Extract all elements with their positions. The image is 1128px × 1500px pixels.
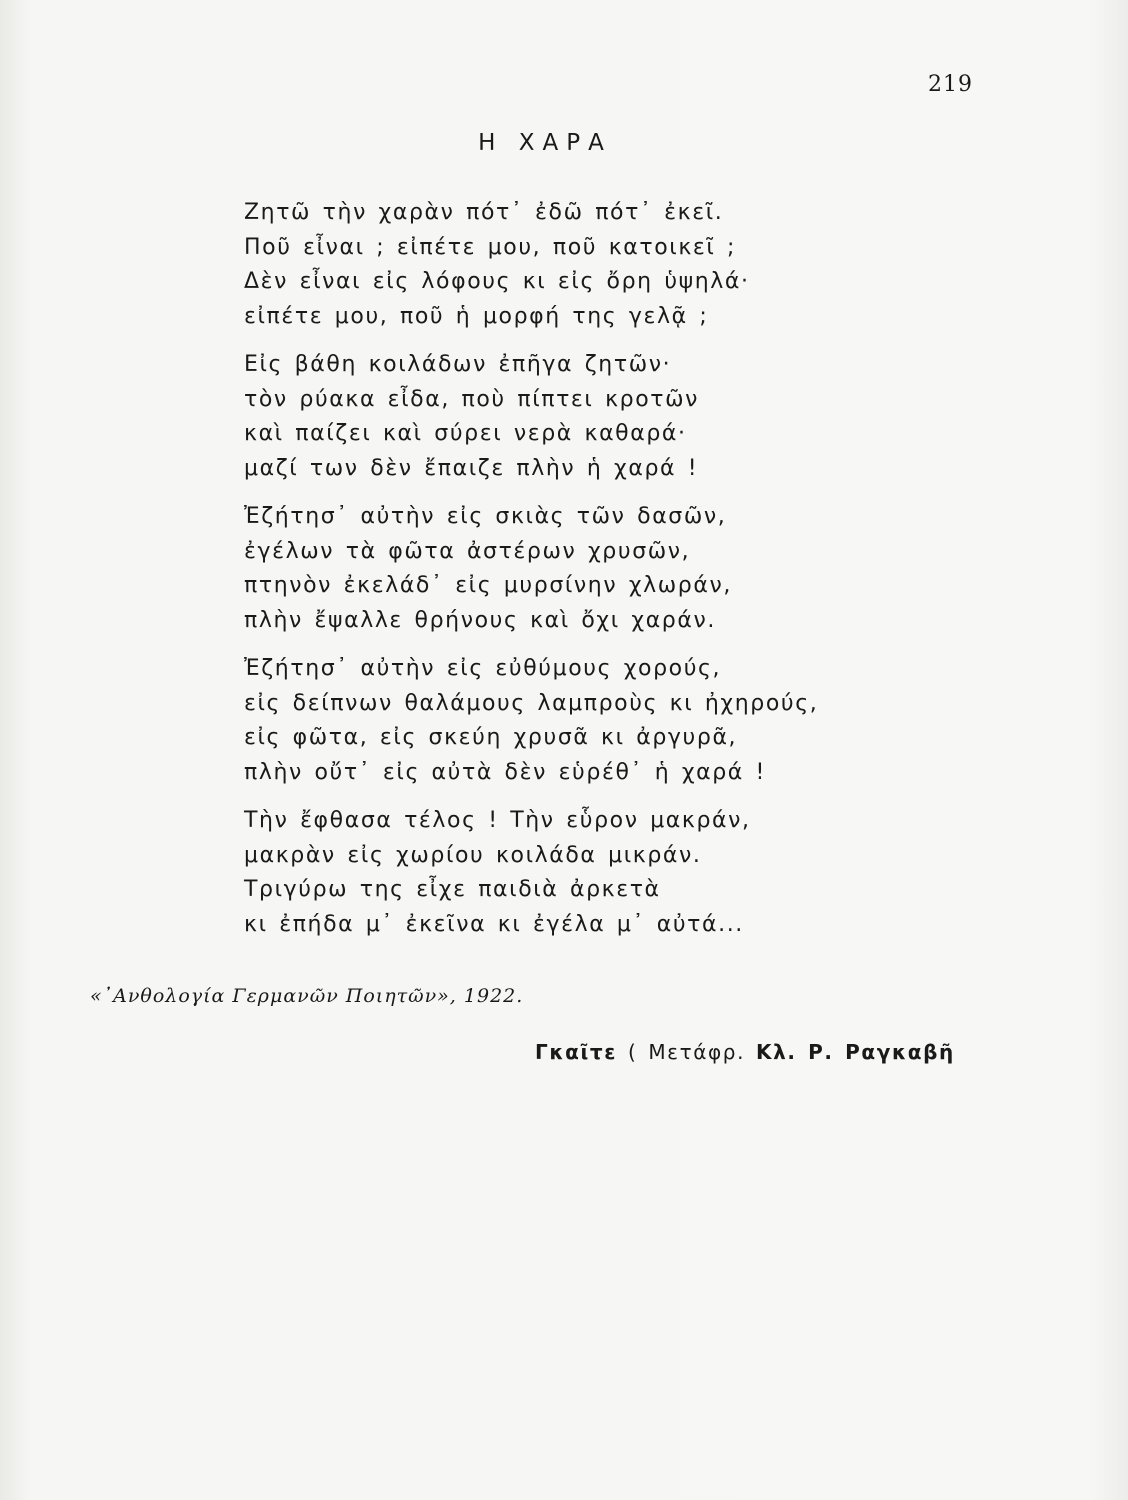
page-number: 219 bbox=[928, 72, 973, 97]
poem-line: πλὴν οὔτ᾽ εἰς αὐτὰ δὲν εὑρέθ᾽ ἡ χαρά ! bbox=[244, 759, 766, 785]
poem-line: Ἐζήτησ᾽ αὐτὴν εἰς σκιὰς τῶν δασῶν, bbox=[244, 504, 727, 529]
poem-line: πτηνὸν ἐκελάδ᾽ εἰς μυρσίνην χλωράν, bbox=[244, 573, 732, 598]
stanza bbox=[244, 348, 944, 486]
poem-line: Εἰς βάθη κοιλάδων ἐπῆγα ζητῶν· bbox=[244, 352, 672, 377]
poem-title: Η ΧΑΡΑ bbox=[478, 130, 612, 156]
stanza bbox=[244, 652, 944, 790]
poem-line: Ποῦ εἶναι ; εἰπέτε μου, ποῦ κατοικεῖ ; bbox=[244, 234, 737, 260]
poem-line: εἰπέτε μου, ποῦ ἡ μορφή της γελᾷ ; bbox=[244, 303, 709, 329]
poem-line: τὸν ρύακα εἶδα, ποὺ πίπτει κροτῶν bbox=[244, 386, 700, 412]
attribution bbox=[535, 1040, 955, 1064]
source-citation: «᾿Ανθολογία Γερμανῶν Ποιητῶν», 1922. bbox=[90, 985, 524, 1007]
poem-line: μαζί των δὲν ἔπαιζε πλὴν ἡ χαρά ! bbox=[244, 455, 699, 481]
poem-line: ἐγέλων τὰ φῶτα ἀστέρων χρυσῶν, bbox=[244, 538, 691, 564]
poem-line: Δὲν εἶναι εἰς λόφους κι εἰς ὄρη ὑψηλά· bbox=[244, 269, 750, 294]
poem-body bbox=[244, 196, 944, 956]
author-name: Γκαῖτε bbox=[535, 1040, 617, 1064]
poem-line: καὶ παίζει καὶ σύρει νερὰ καθαρά· bbox=[244, 421, 687, 446]
translator-prefix: ( Μετάφρ. bbox=[627, 1040, 746, 1064]
poem-line: Τὴν ἔφθασα τέλος ! Τὴν εὗρον μακράν, bbox=[244, 808, 751, 833]
stanza bbox=[244, 500, 944, 638]
poem-line: μακρὰν εἰς χωρίου κοιλάδα μικράν. bbox=[244, 842, 702, 868]
poem-line: Τριγύρω της εἶχε παιδιὰ ἀρκετὰ bbox=[244, 877, 661, 902]
poem-line: Ἐζήτησ᾽ αὐτὴν εἰς εὐθύμους χορούς, bbox=[244, 656, 722, 681]
poem-line: εἰς δείπνων θαλάμους λαμπροὺς κι ἠχηρούς, bbox=[244, 690, 819, 716]
stanza bbox=[244, 196, 944, 334]
poem-line: πλὴν ἔψαλλε θρήνους καὶ ὄχι χαράν. bbox=[244, 607, 716, 633]
translator-name: Κλ. Ρ. Ραγκαβῆ bbox=[756, 1040, 955, 1064]
poem-line: Ζητῶ τὴν χαρὰν πότ᾽ ἐδῶ πότ᾽ ἐκεῖ. bbox=[244, 200, 724, 225]
poem-line: κι ἐπήδα μ᾽ ἐκεῖνα κι ἐγέλα μ᾽ αὐτά... bbox=[244, 911, 744, 937]
poem-line: εἰς φῶτα, εἰς σκεύη χρυσᾶ κι ἀργυρᾶ, bbox=[244, 725, 738, 750]
stanza bbox=[244, 804, 944, 942]
